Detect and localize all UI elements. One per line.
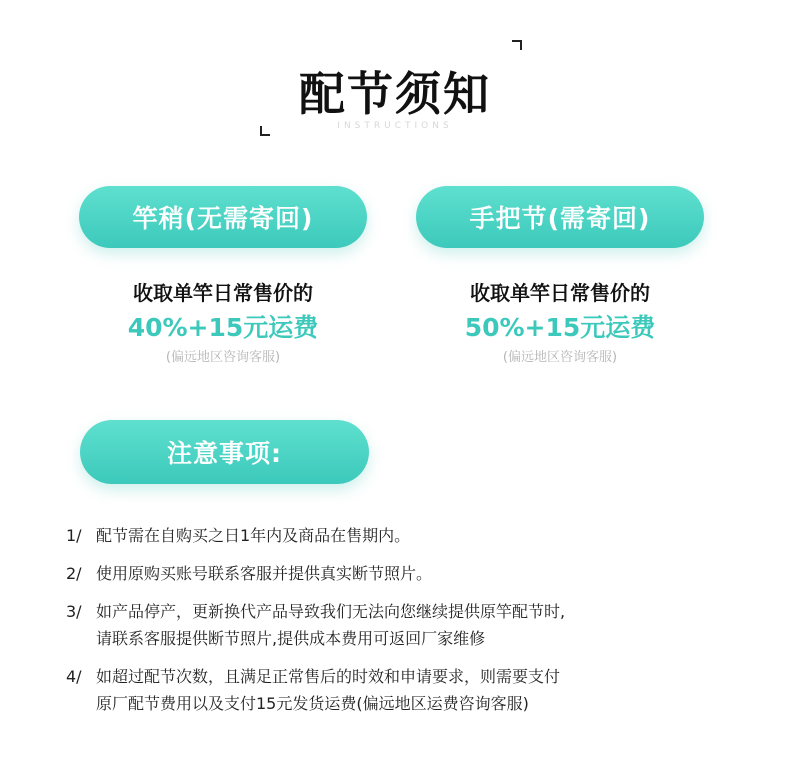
rule-item [66, 560, 766, 587]
option-handle-description: 收取单竿日常售价的 [470, 281, 650, 305]
option-tip-description: 收取单竿日常售价的 [133, 281, 313, 305]
rule-line: 配节需在自购买之日1年内及商品在售期内。 [96, 526, 411, 545]
rule-number: 2/ [66, 564, 82, 583]
corner-mark-top-right [512, 40, 522, 50]
rule-item [66, 663, 766, 717]
rule-text [96, 522, 766, 549]
rule-line: 使用原购买账号联系客服并提供真实断节照片。 [96, 564, 433, 583]
rule-number: 4/ [66, 667, 82, 686]
option-handle-details [416, 278, 704, 368]
option-tip-note: (偏远地区咨询客服) [165, 350, 281, 365]
rule-item [66, 522, 766, 549]
rule-line: 如产品停产，更新换代产品导致我们无法向您继续提供原竿配节时, [96, 602, 566, 621]
rule-text [96, 598, 766, 652]
rule-item [66, 598, 766, 652]
option-handle-price: 50%+15元运费 [464, 313, 656, 342]
option-handle-section-badge: 手把节(需寄回) [416, 186, 704, 248]
rule-line: 如超过配节次数，且满足正常售后的时效和申请要求，则需要支付 [96, 667, 561, 686]
rule-number: 1/ [66, 526, 82, 545]
rule-number: 3/ [66, 602, 82, 621]
notice-heading-badge: 注意事项: [80, 420, 369, 484]
rule-line: 原厂配节费用以及支付15元发货运费(偏远地区运费咨询客服) [96, 694, 529, 713]
rules-list [66, 522, 766, 728]
option-tip-price: 40%+15元运费 [127, 313, 319, 342]
option-tip-details [79, 278, 367, 368]
page-title: 配节须知 [299, 67, 491, 121]
page-subtitle: INSTRUCTIONS [337, 121, 453, 131]
rule-text [96, 560, 766, 587]
rule-text [96, 663, 766, 717]
rule-line: 请联系客服提供断节照片,提供成本费用可返回厂家维修 [96, 629, 486, 648]
option-tip-section-badge: 竿稍(无需寄回) [79, 186, 367, 248]
option-handle-note: (偏远地区咨询客服) [502, 350, 618, 365]
